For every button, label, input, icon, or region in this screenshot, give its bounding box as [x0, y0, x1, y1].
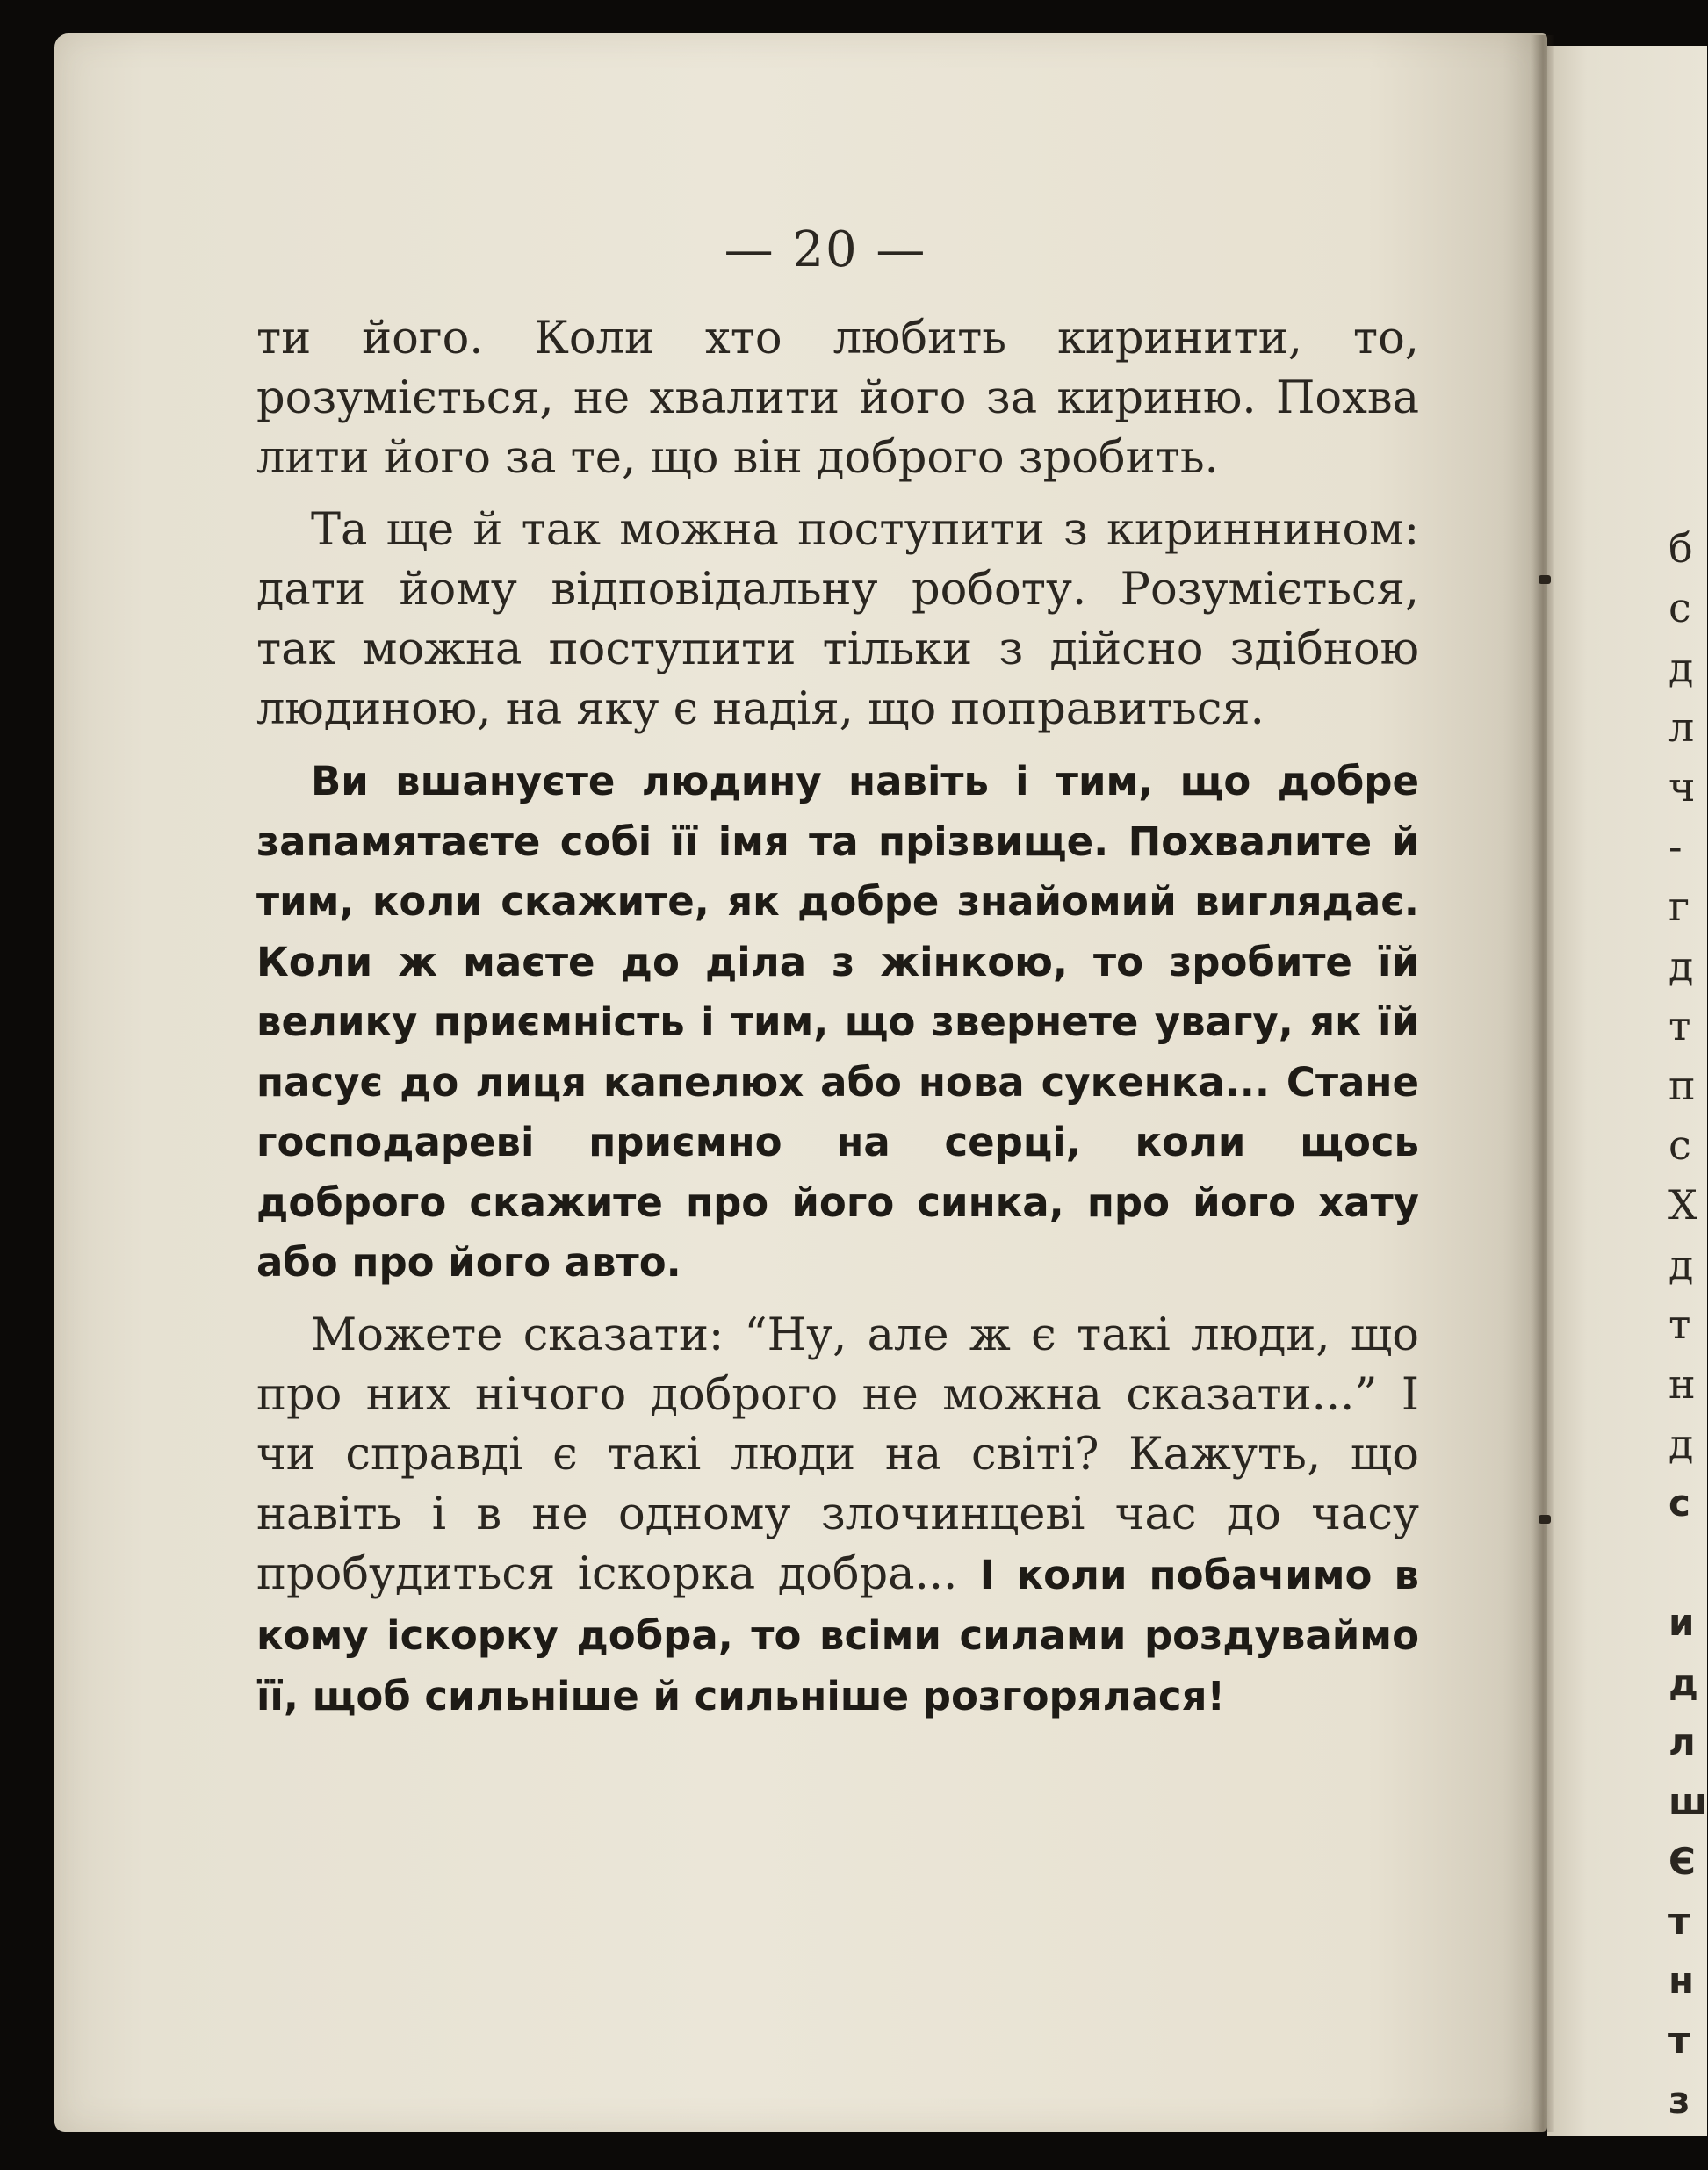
paragraph-regular-text: Можете сказати: “Ну, але ж є такі люди, що про них нічого доброго не можна сказати...” І чи справді є такі люди на світі? Кажуть, що навіть і в не одному злочинцеві час до часу пробудиться іскорка добра...	[256, 1308, 1419, 1600]
paragraph	[256, 1306, 1419, 1727]
facing-line-fragment: г	[1668, 883, 1690, 930]
facing-line-fragment: н	[1668, 1360, 1696, 1408]
facing-line-fragment: с	[1668, 1482, 1690, 1525]
facing-line-fragment: с	[1668, 584, 1691, 631]
facing-line-fragment: з	[1668, 2079, 1690, 2122]
bold-paragraph: Ви вшануєте людину навіть і тим, що добре запамятаєте собі її імя та прізвище. Похвалите й тим, коли скажите, як добре знайомий виглядає. Коли ж маєте до діла з жінкою, то зробите їй велику приємність і тим, що звернете увагу, як їй пасує до лиця капелюх або нова сукенка... Стане господареві приємно на серці, коли щось доброго скажите про його синка, про його хату або про його авто.	[256, 758, 1419, 1286]
facing-line-fragment: с	[1668, 1121, 1691, 1169]
facing-line-fragment: ш	[1668, 1780, 1708, 1823]
facing-line-fragment: Х	[1668, 1181, 1697, 1229]
facing-line-fragment	[1668, 1533, 1704, 1593]
facing-line-fragment: т	[1668, 1900, 1690, 1943]
paragraph: Та ще й так можна поступити з кириннином: дати йому відповідальну роботу. Розуміється, так можна поступити тільки з дійсно здібною людиною, на яку є надія, що поправиться.	[256, 504, 1419, 735]
facing-line-fragment: л	[1668, 1720, 1696, 1763]
facing-line-fragment: д	[1668, 942, 1694, 990]
binding-stitch	[1539, 575, 1551, 584]
facing-line-fragment: б	[1668, 524, 1693, 572]
facing-page-text	[1668, 518, 1708, 2130]
book-gutter	[1531, 35, 1554, 2132]
facing-line-fragment: т	[1668, 1002, 1691, 1049]
facing-line-fragment: д	[1668, 644, 1694, 691]
paragraph-bold-text: І коли побачимо в кому іскорку добра, то всіми силами роздуваймо її, щоб сильніше й сильніше розгорялася!	[256, 1551, 1419, 1719]
facing-line-fragment: т	[1668, 1301, 1691, 1348]
facing-line-fragment: д	[1668, 1241, 1694, 1288]
facing-line-fragment: Є	[1668, 1840, 1696, 1883]
page-number: — 20 —	[724, 221, 927, 278]
facing-line-fragment: п	[1668, 1062, 1696, 1109]
facing-line-fragment: -	[1668, 823, 1683, 870]
facing-line-fragment: и	[1668, 1601, 1695, 1644]
facing-line-fragment: д	[1668, 1661, 1698, 1704]
facing-line-fragment: л	[1668, 703, 1695, 751]
facing-line-fragment: н	[1668, 1959, 1695, 2002]
paragraph: ти його. Коли хто любить киринити, то, розуміється, не хвалити його за кириню. Похва лити його за те, що він доброго зробить.	[256, 313, 1419, 484]
page-body	[256, 309, 1419, 1739]
facing-line-fragment: т	[1668, 2019, 1690, 2062]
binding-stitch	[1539, 1515, 1551, 1524]
facing-line-fragment: д	[1668, 1420, 1694, 1467]
facing-line-fragment: ч	[1668, 763, 1696, 811]
